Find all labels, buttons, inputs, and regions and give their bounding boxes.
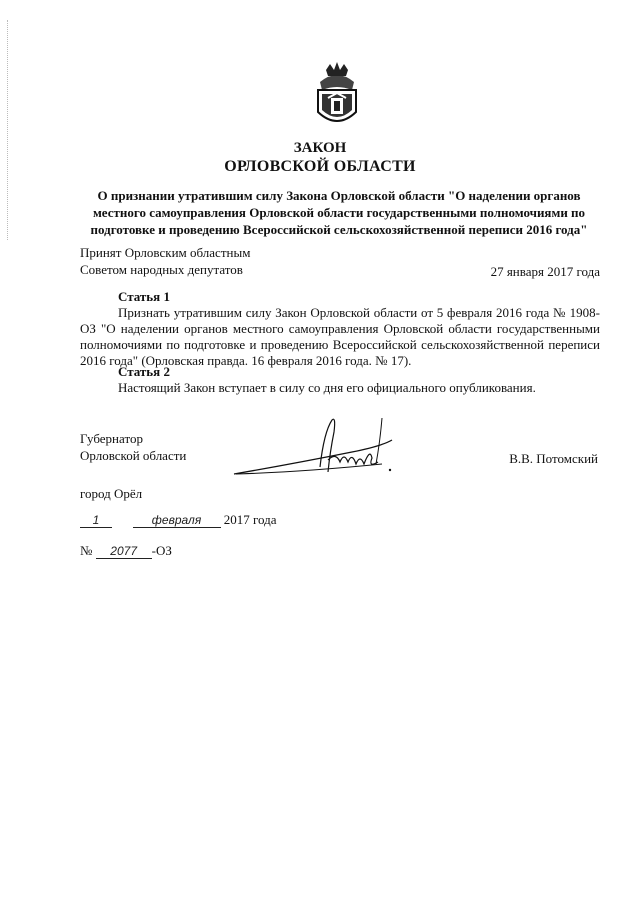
place-of-signing: город Орёл bbox=[80, 486, 143, 501]
law-number-value: 2077 bbox=[96, 544, 152, 559]
law-subtitle: О признании утратившим силу Закона Орловской области "О наделении органов местного самоуправления Орловской области государственными полномочиями по подготовке и проведению Всероссийской сельскохозяйственной переписи 2016 года" bbox=[90, 188, 588, 237]
article-1-title: Статья 1 bbox=[118, 289, 170, 304]
signing-month: февраля bbox=[133, 513, 221, 528]
signatory-title-line-1: Губернатор bbox=[80, 431, 143, 446]
signing-year: 2017 года bbox=[223, 512, 277, 527]
document-type: ЗАКОН bbox=[293, 140, 347, 156]
handwritten-signature bbox=[232, 412, 402, 482]
signing-date bbox=[80, 512, 277, 528]
signatory-title bbox=[80, 430, 186, 464]
law-number-prefix: № bbox=[80, 543, 93, 558]
adoption-line-2: Советом народных депутатов bbox=[80, 262, 243, 277]
adoption-block bbox=[80, 244, 250, 278]
signatory-name: В.В. Потомский bbox=[509, 451, 598, 466]
article-2-title: Статья 2 bbox=[118, 364, 170, 379]
law-number bbox=[80, 543, 172, 559]
article-1-text: Признать утратившим силу Закон Орловской области от 5 февраля 2016 года № 1908-ОЗ "О наделении органов местного самоуправления Орловской области государственными полномочиями по подготовке и проведению Всероссийской сельскохозяйственной переписи 2016 года" (Орловская правда. 16 февраля 2016 года. № 17). bbox=[80, 305, 600, 368]
signatory-title-line-2: Орловской области bbox=[80, 448, 187, 463]
coat-of-arms-icon bbox=[312, 60, 362, 132]
article-2-text: Настоящий Закон вступает в силу со дня его официального опубликования. bbox=[118, 380, 536, 395]
margin-marks bbox=[7, 20, 10, 240]
law-number-suffix: -ОЗ bbox=[151, 543, 172, 558]
signing-day: 1 bbox=[80, 513, 112, 528]
region-title: ОРЛОВСКОЙ ОБЛАСТИ bbox=[224, 158, 416, 175]
adoption-line-1: Принят Орловским областным bbox=[80, 245, 251, 260]
adoption-date: 27 января 2017 года bbox=[490, 264, 600, 279]
